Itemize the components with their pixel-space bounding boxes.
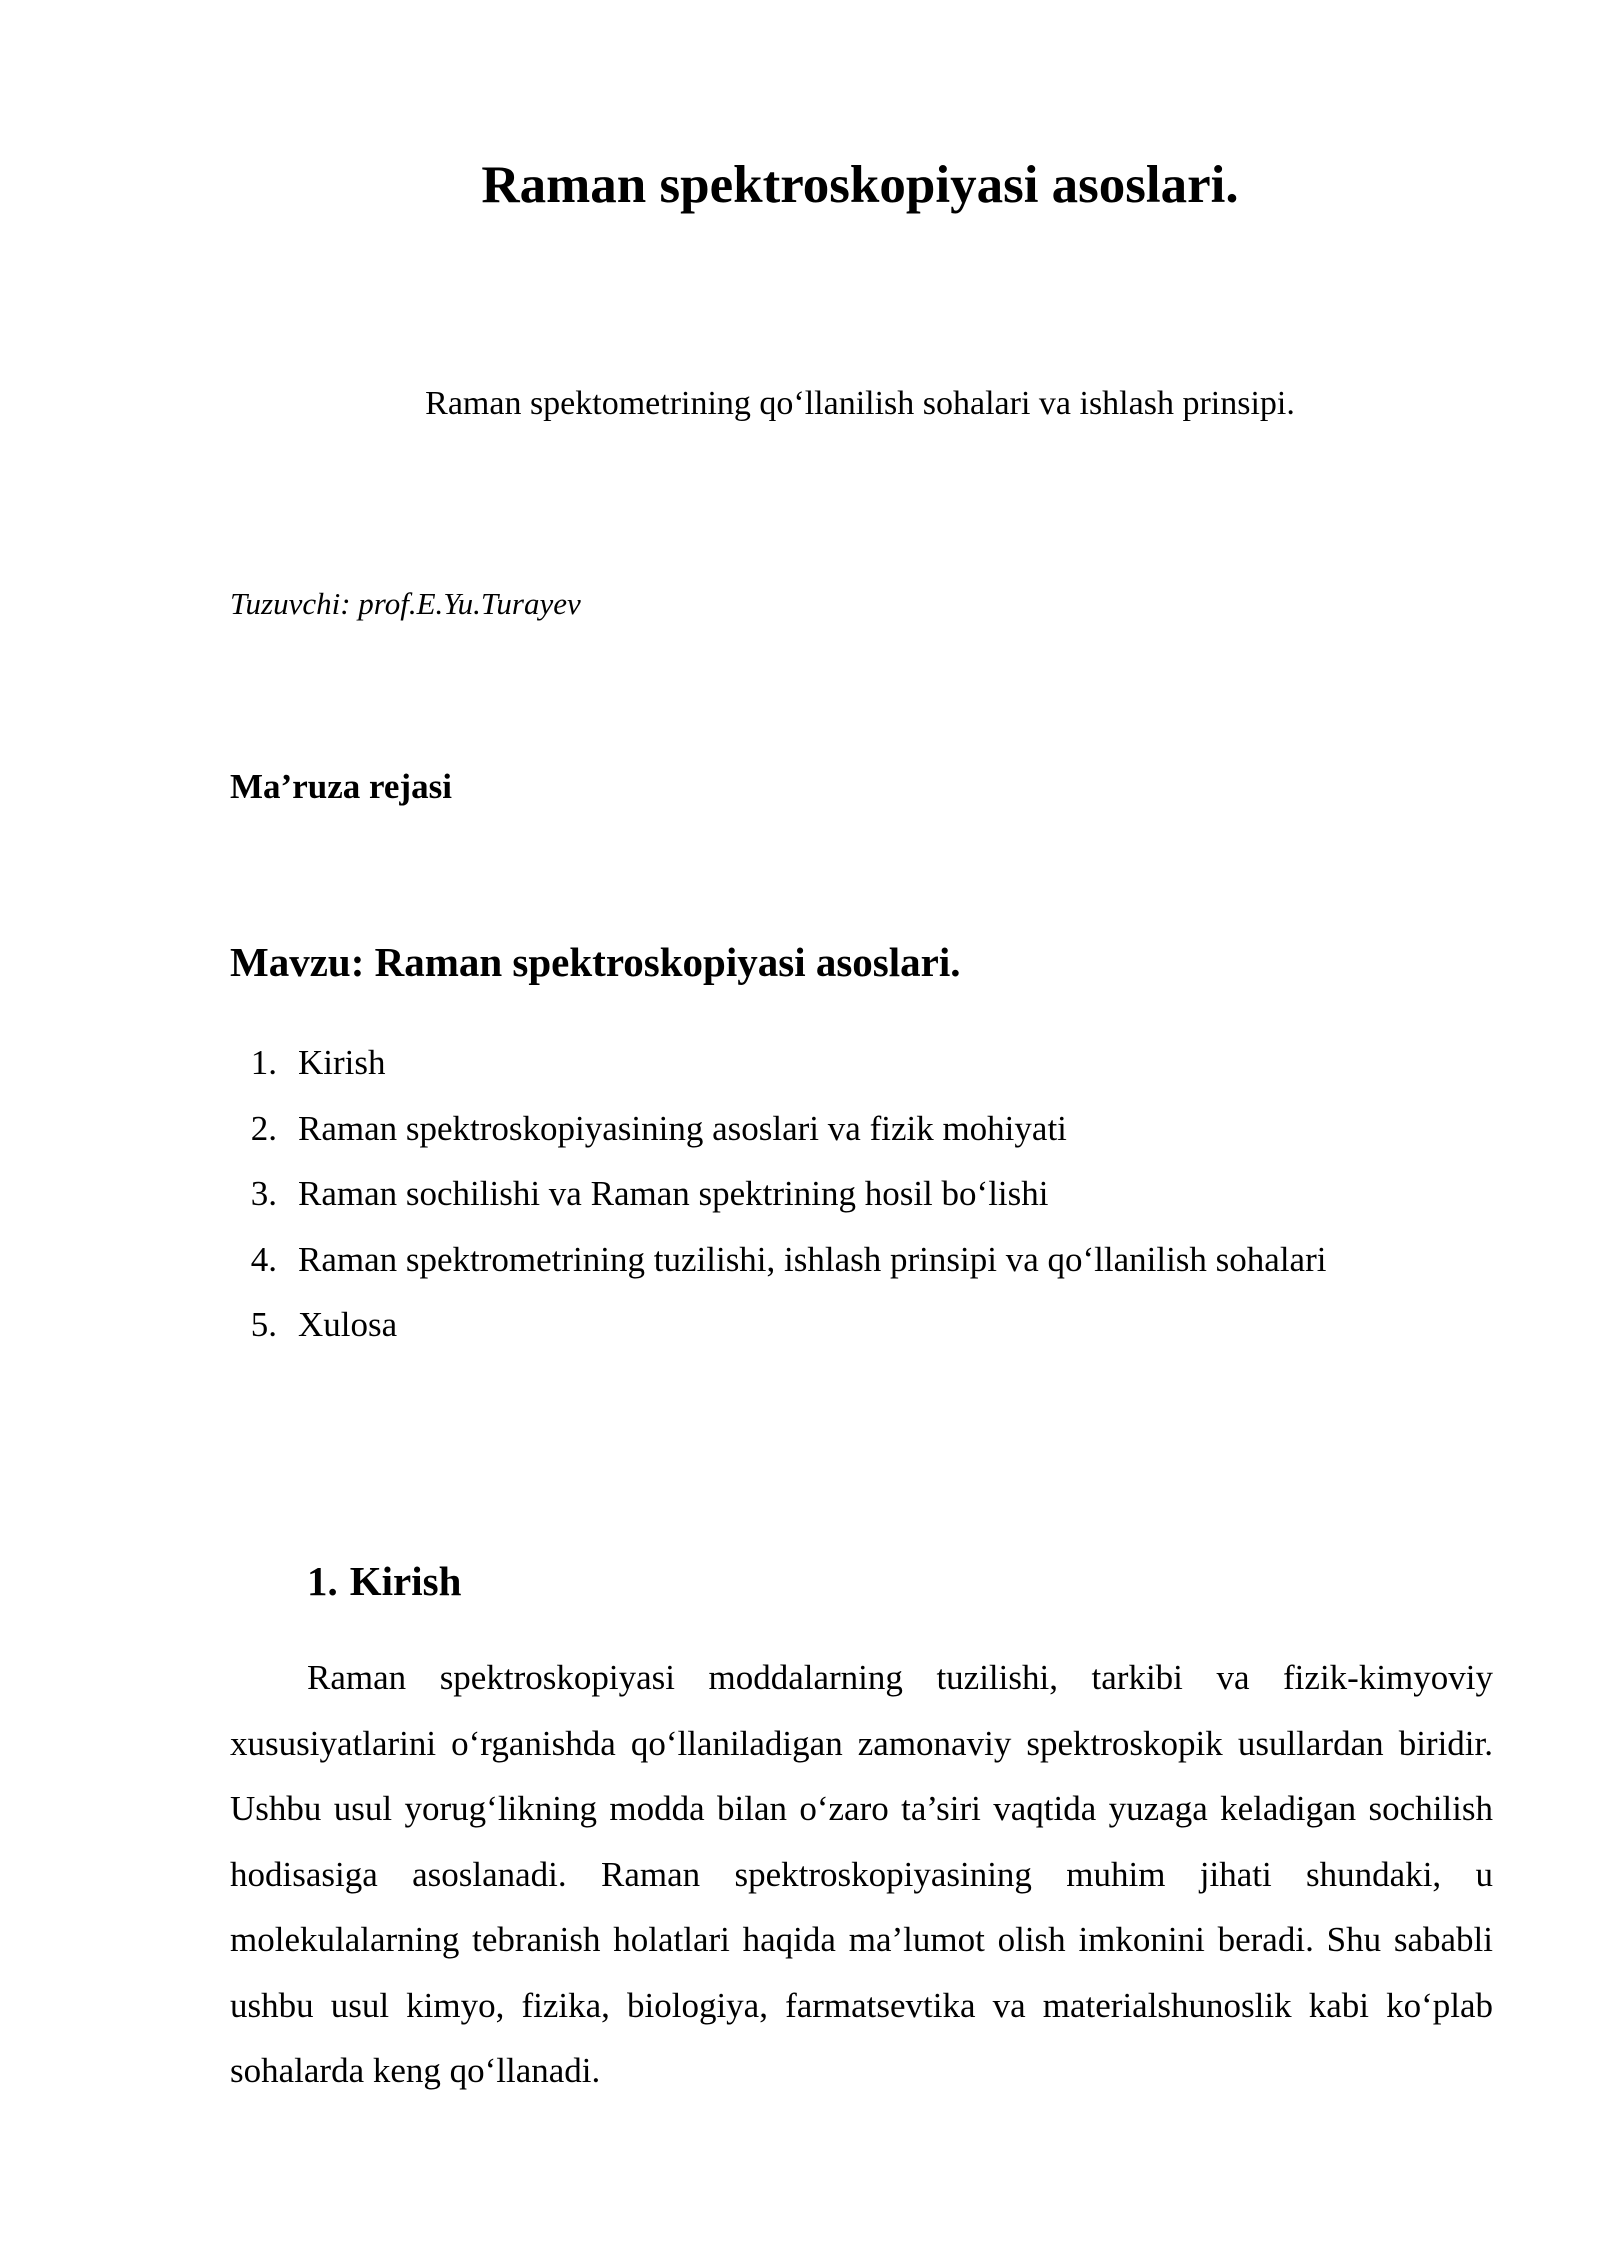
outline-item-text: Raman sochilishi va Raman spektrining hosil bo‘lishi	[298, 1174, 1049, 1213]
outline-item-number: 1.	[250, 1043, 277, 1082]
outline-item-text: Raman spektrometrining tuzilishi, ishlash prinsipi va qo‘llanilish sohalari	[298, 1239, 1327, 1279]
outline-item-number: 3.	[250, 1174, 277, 1213]
topic-heading: Mavzu: Raman spektroskopiyasi asoslari.	[230, 939, 961, 985]
section-1-heading	[307, 1556, 461, 1606]
document-title: Raman spektroskopiyasi asoslari.	[481, 156, 1239, 214]
outline-item-number: 2.	[250, 1108, 277, 1148]
outline-item	[230, 1227, 1326, 1293]
outline-item	[230, 1292, 1326, 1358]
outline-item-text: Raman spektroskopiyasining asoslari va fizik mohiyati	[298, 1108, 1067, 1148]
title-container	[230, 155, 1490, 215]
section-1-title: Kirish	[349, 1558, 462, 1604]
outline-item-text: Xulosa	[298, 1305, 398, 1344]
outline-item-number: 5.	[250, 1305, 277, 1344]
author-line: Tuzuvchi: prof.E.Yu.Turayev	[230, 586, 581, 621]
section-1-number: 1.	[307, 1558, 338, 1604]
document-subtitle: Raman spektometrining qo‘llanilish sohalari va ishlash prinsipi.	[425, 385, 1295, 422]
outline-item	[230, 1161, 1326, 1227]
lecture-plan-heading: Ma’ruza rejasi	[230, 767, 452, 806]
section-1-paragraph: Raman spektroskopiyasi moddalarning tuzilishi, tarkibi va fizik-kimyoviy xususiyatlarini o‘rganishda qo‘llaniladigan zamonaviy spektroskopik usullardan biridir. Ushbu usul yorug‘likning modda bilan o‘zaro ta’siri vaqtida yuzaga keladigan sochilish hodisasiga asoslanadi. Raman spektroskopiyasining muhim jihati shundaki, u molekulalarning tebranish holatlari haqida ma’lumot olish imkonini beradi. Shu sababli ushbu usul kimyo, fizika, biologiya, farmatsevtika va materialshunoslik kabi ko‘plab sohalarda keng qo‘llanadi.	[230, 1658, 1493, 2090]
outline-list	[230, 1030, 1326, 1358]
outline-item	[230, 1096, 1326, 1162]
outline-item-text: Kirish	[298, 1043, 386, 1082]
outline-item	[230, 1030, 1326, 1096]
outline-item-number: 4.	[250, 1239, 277, 1279]
